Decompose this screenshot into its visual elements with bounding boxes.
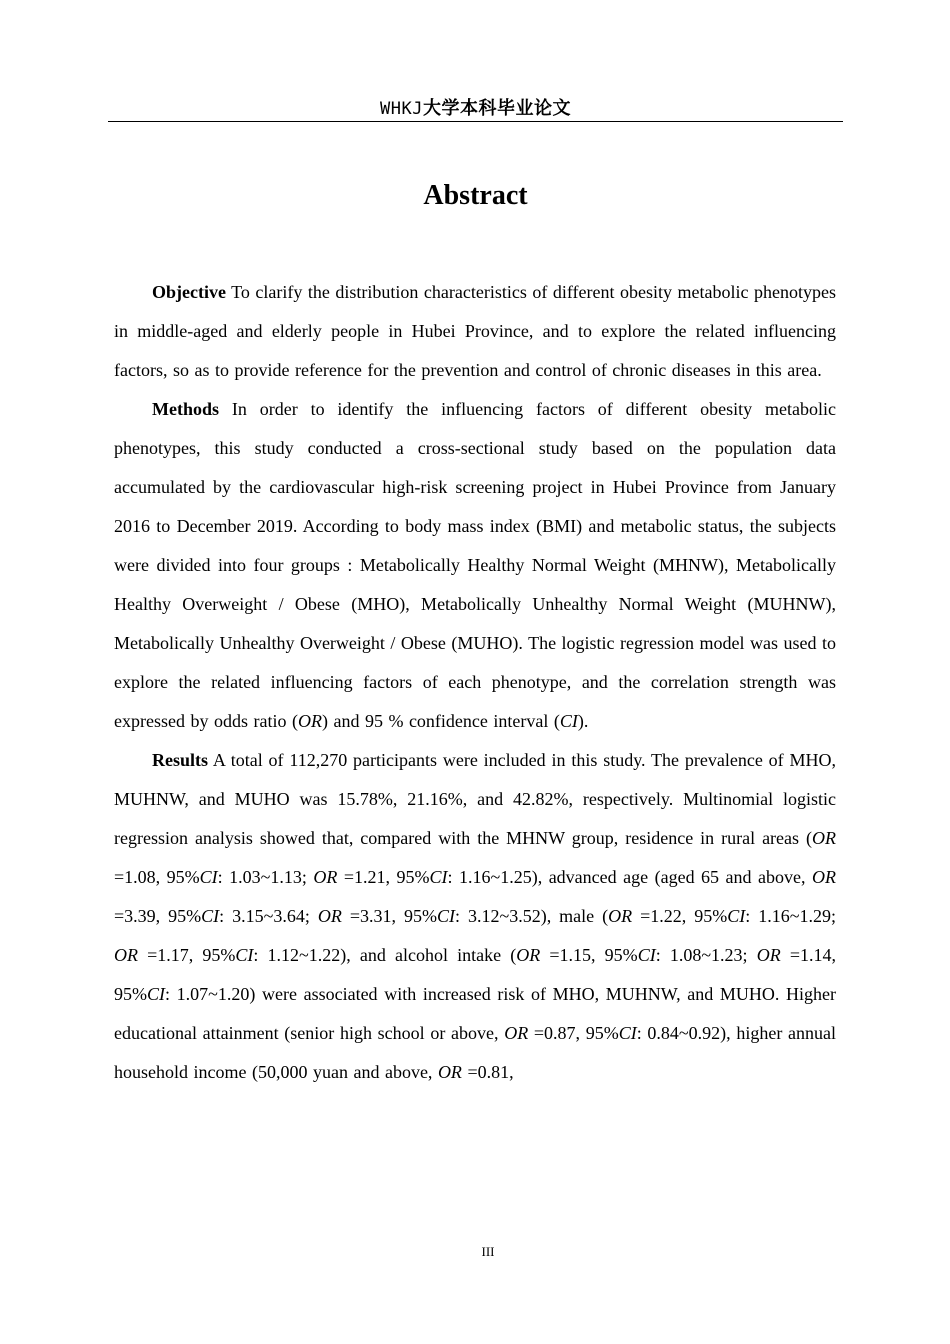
- ci-term: CI: [201, 906, 220, 926]
- ci-term: CI: [199, 867, 218, 887]
- results-text: =3.31, 95%: [341, 906, 437, 926]
- methods-text: In order to identify the influencing factors of different obesity metabolic phenotypes, this study conducted a cross-sectional study based on the population data accumulated by the cardiovascular high-risk screening project in Hubei Province from January 2016 to December 2019. According to body mass index (BMI) and metabolic status, the subjects were divided into four groups : Metabolically Healthy Normal Weight (MHNW), Metabolically Healthy Overweight / Obese (MHO), Metabolically Unhealthy Normal Weight (MUHNW), Metabolically Unhealthy Overweight / Obese (MUHO). The logistic regression model was used to explore the related influencing factors of each phenotype, and the correlation strength was expressed by odds ratio (: [114, 399, 837, 731]
- or-term: OR: [756, 945, 781, 965]
- ci-term: CI: [147, 984, 165, 1004]
- results-text: =0.81,: [461, 1062, 514, 1082]
- objective-text: To clarify the distribution characteristics of different obesity metabolic phenotypes in middle-aged and elderly people in Hubei Province, and to explore the related influencing factors, so as to provide reference for the prevention and control of chronic diseases in this area.: [114, 282, 836, 380]
- results-text: : 0.84~0.92), higher annual household income (50,000 yuan and above,: [114, 1023, 836, 1082]
- results-text: : 3.12~3.52), male (: [454, 906, 609, 926]
- methods-label: Methods: [152, 399, 219, 419]
- results-text: =1.08, 95%: [114, 867, 200, 887]
- results-text: =1.15, 95%: [540, 945, 638, 965]
- objective-paragraph: [114, 273, 836, 390]
- ci-term: CI: [727, 906, 746, 926]
- ci-term: CI: [559, 711, 578, 731]
- results-text: A total of 112,270 participants were included in this study. The prevalence of MHO, MUHNW, and MUHO was 15.78%, 21.16%, and 42.82%, respectively. Multinomial logistic regression analysis showed that, compared with the MHNW group, residence in rural areas (: [114, 750, 836, 848]
- results-text: : 1.16~1.25), advanced age (aged 65 and above,: [447, 867, 812, 887]
- or-term: OR: [516, 945, 541, 965]
- results-label: Results: [152, 750, 209, 770]
- header-institution-code: WHKJ: [380, 99, 423, 119]
- results-text: : 1.08~1.23;: [655, 945, 757, 965]
- or-term: OR: [317, 906, 342, 926]
- results-paragraph: [114, 741, 836, 1092]
- header-thesis-type: 大学本科毕业论文: [422, 98, 571, 119]
- objective-label: Objective: [152, 282, 226, 302]
- or-term: OR: [114, 945, 138, 965]
- methods-text: ).: [577, 711, 589, 731]
- results-text: : 1.16~1.29;: [745, 906, 837, 926]
- results-text: =1.17, 95%: [138, 945, 236, 965]
- ci-term: CI: [618, 1023, 637, 1043]
- or-term: OR: [297, 711, 322, 731]
- ci-term: CI: [429, 867, 448, 887]
- running-header: [108, 96, 843, 121]
- results-text: : 1.12~1.22), and alcohol intake (: [253, 945, 517, 965]
- methods-text: ) and 95 % confidence interval (: [321, 711, 560, 731]
- results-text: =3.39, 95%: [114, 906, 202, 926]
- methods-paragraph: [114, 390, 836, 741]
- abstract-body: [114, 273, 836, 1092]
- or-term: OR: [504, 1023, 529, 1043]
- results-text: =1.21, 95%: [337, 867, 430, 887]
- or-term: OR: [608, 906, 633, 926]
- or-term: OR: [313, 867, 338, 887]
- ci-term: CI: [436, 906, 455, 926]
- results-text: : 3.15~3.64;: [219, 906, 318, 926]
- results-text: =1.14, 95%: [114, 945, 836, 1004]
- or-term: OR: [437, 1062, 462, 1082]
- results-text: : 1.03~1.13;: [217, 867, 314, 887]
- ci-term: CI: [637, 945, 656, 965]
- results-text: : 1.07~1.20) were associated with increased risk of MHO, MUHNW, and MUHO. Higher educational attainment (senior high school or above,: [114, 984, 836, 1043]
- page-number: III: [481, 1244, 495, 1259]
- or-term: OR: [812, 867, 836, 887]
- page-title: Abstract: [423, 180, 528, 211]
- or-term: OR: [812, 828, 836, 848]
- header-rule: [108, 121, 843, 122]
- results-text: =0.87, 95%: [528, 1023, 619, 1043]
- ci-term: CI: [235, 945, 254, 965]
- results-text: =1.22, 95%: [632, 906, 728, 926]
